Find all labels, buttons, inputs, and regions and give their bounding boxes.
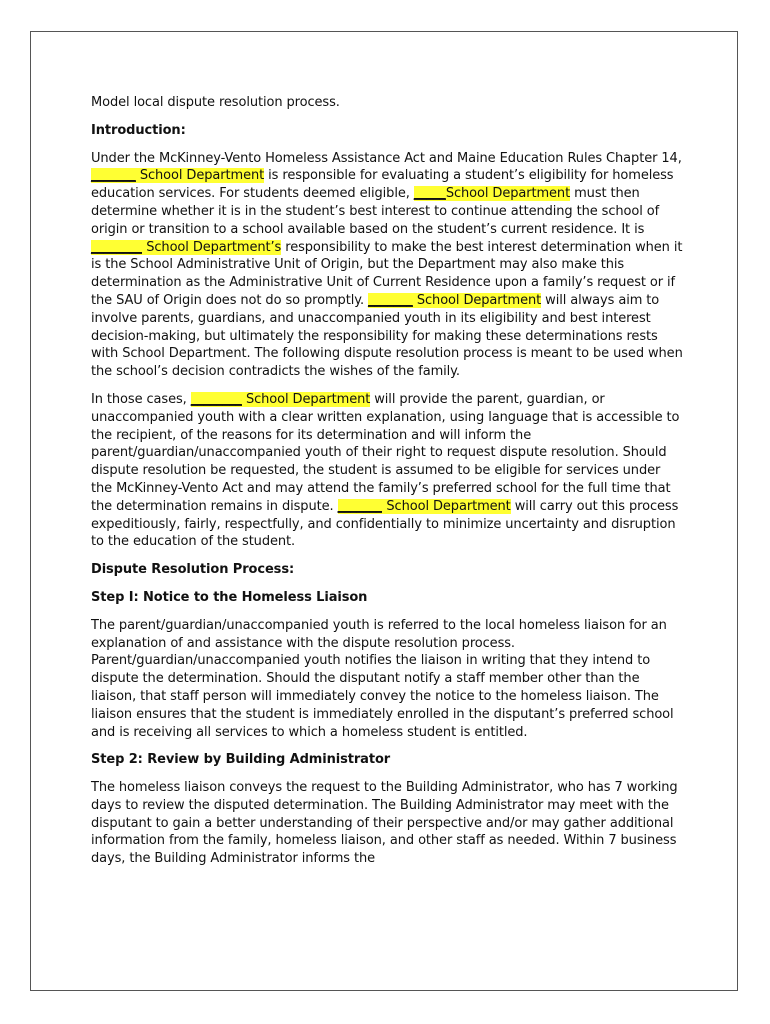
blank-field: _____	[413, 186, 446, 202]
document-body	[91, 94, 683, 878]
text-run: Under the McKinney-Vento Homeless Assistance Act and Maine Education Rules Chapter 14,	[91, 150, 682, 166]
highlighted-school-department: School Department	[135, 168, 265, 184]
highlighted-school-department: School Department	[382, 498, 511, 514]
step-1-heading: Step I: Notice to the Homeless Liaison	[91, 589, 368, 605]
text-run: will always aim to involve parents, guardians, and unaccompanied youth in its eligibility and best interest decision-making, but ultimately the responsibility for making these determinations rests with School Department. The following dispute resolution process is meant to be used when the school’s decision contradicts the wishes of the family.	[91, 292, 683, 380]
document-title-line: Model local dispute resolution process.	[91, 95, 340, 110]
document-page	[30, 31, 738, 991]
text-run: responsibility to make the best interest determination when it is the School Administrative Unit of Origin, but the Department may also make this determination as the Administrative Unit of Current Residence upon a family’s request or if the SAU of Origin does not do so promptly.	[91, 239, 683, 308]
highlighted-school-department: School Department	[445, 186, 571, 202]
blank-field: ________	[190, 391, 242, 407]
blank-field: _______	[91, 168, 136, 184]
introduction-paragraph-2	[91, 391, 683, 551]
step-2-heading: Step 2: Review by Building Administrator	[91, 752, 391, 768]
highlighted-school-department: School Department	[412, 292, 542, 308]
text-run: must then determine whether it is in the student’s best interest to continue attending the school of origin or transition to a school available based on the student’s current residence. It is	[91, 186, 660, 237]
dispute-process-heading: Dispute Resolution Process:	[91, 562, 295, 578]
blank-field: _______	[368, 292, 413, 308]
text-run: will carry out this process expeditiously, fairly, respectfully, and confidentially to minimize uncertainty and disruption to the education of the student.	[91, 498, 679, 550]
introduction-paragraph-1	[91, 150, 683, 381]
blank-field: _______	[337, 498, 383, 514]
text-run: will provide the parent, guardian, or unaccompanied youth with a clear written explanation, using language that is accessible to the recipient, of the reasons for its determination and will inform the parent/guardian/unaccompanied youth of their right to request dispute resolution. Should dispute resolution be requested, the student is assumed to be eligible for services under the McKinney-Vento Act and may attend the family’s preferred school for the full time that the determination remains in dispute.	[91, 391, 680, 514]
highlighted-school-department: School Department’s	[142, 239, 282, 255]
introduction-heading: Introduction:	[91, 122, 186, 138]
text-run: is responsible for evaluating a student’s eligibility for homeless education services. For students deemed eligible,	[91, 168, 674, 202]
blank-field: ________	[91, 239, 143, 255]
step-1-paragraph: The parent/guardian/unaccompanied youth is referred to the local homeless liaison for an explanation of and assistance with the dispute resolution process. Parent/guardian/unaccompanied youth notifies the liaison in writing that they intend to dispute the determination. Should the disputant notify a staff member other than the liaison, that staff person will immediately convey the notice to the homeless liaison. The liaison ensures that the student is immediately enrolled in the disputant’s preferred school and is receiving all services to which a homeless student is entitled.	[91, 617, 674, 740]
step-2-paragraph: The homeless liaison conveys the request to the Building Administrator, who has 7 working days to review the disputed determination. The Building Administrator may meet with the disputant to gain a better understanding of their perspective and/or may gather additional information from the family, homeless liaison, and other staff as needed. Within 7 business days, the Building Administrator informs the	[91, 780, 678, 867]
text-run: In those cases,	[91, 391, 191, 407]
highlighted-school-department: School Department	[241, 391, 371, 407]
